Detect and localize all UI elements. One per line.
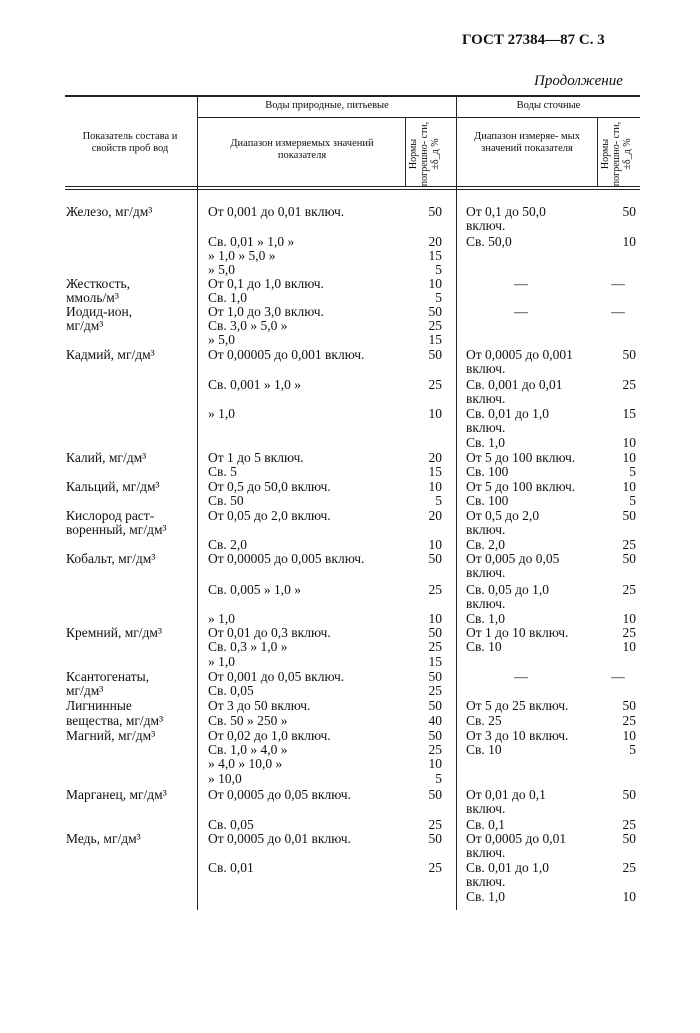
natural-norm-cell: 25 bbox=[428, 860, 442, 875]
indicator-cell: Жесткость, bbox=[66, 276, 131, 291]
natural-norm-cell: 10 bbox=[428, 479, 442, 494]
natural-range-cell: От 0,1 до 1,0 включ. bbox=[208, 276, 324, 291]
natural-norm-cell: 15 bbox=[428, 248, 442, 263]
indicator-cell: Марганец, мг/дм³ bbox=[66, 787, 167, 802]
waste-norm-cell: 50 bbox=[622, 698, 636, 713]
waste-norm-cell: 10 bbox=[622, 611, 636, 626]
waste-range-cell: Св. 0,01 до 1,0 bbox=[466, 860, 549, 875]
waste-range-cell: От 0,0005 до 0,001 bbox=[466, 347, 573, 362]
col-divider-3 bbox=[456, 95, 457, 910]
waste-range-cell: Св. 100 bbox=[466, 464, 509, 479]
waste-range-cell: включ. bbox=[466, 420, 506, 435]
natural-range-cell: » 5,0 bbox=[208, 332, 235, 347]
natural-range-cell: От 0,0005 до 0,05 включ. bbox=[208, 787, 351, 802]
indicator-cell: Кремний, мг/дм³ bbox=[66, 625, 163, 640]
natural-range-cell: Св. 2,0 bbox=[208, 537, 248, 552]
header-natural-range: Диапазон измеряемых значений показателя bbox=[230, 138, 374, 161]
natural-range-cell: От 0,02 до 1,0 включ. bbox=[208, 728, 331, 743]
waste-norm-cell: 50 bbox=[622, 831, 636, 846]
waste-range-cell: включ. bbox=[466, 874, 506, 889]
waste-range-cell: От 5 до 100 включ. bbox=[466, 479, 576, 494]
waste-norm-cell: 50 bbox=[622, 787, 636, 802]
natural-norm-cell: 25 bbox=[428, 582, 442, 597]
header-waste-norm: Нормы погрешно- сти, ±δ_д % bbox=[600, 121, 633, 187]
indicator-cell: Лигнинные bbox=[66, 698, 132, 713]
natural-range-cell: Св. 0,001 » 1,0 » bbox=[208, 377, 302, 392]
natural-norm-cell: 5 bbox=[435, 771, 442, 786]
waste-norm-cell: 25 bbox=[622, 625, 636, 640]
natural-range-cell: Св. 5 bbox=[208, 464, 237, 479]
natural-range-cell: Св. 0,005 » 1,0 » bbox=[208, 582, 302, 597]
natural-range-cell: Св. 1,0 » 4,0 » bbox=[208, 742, 288, 757]
natural-norm-cell: 15 bbox=[428, 332, 442, 347]
waste-range-cell: Св. 10 bbox=[466, 742, 502, 757]
natural-norm-cell: 50 bbox=[428, 347, 442, 362]
indicator-cell: мг/дм³ bbox=[66, 318, 104, 333]
natural-range-cell: Св. 0,3 » 1,0 » bbox=[208, 639, 288, 654]
indicator-cell: Кислород раст- bbox=[66, 508, 155, 523]
waste-range-cell: От 0,005 до 0,05 bbox=[466, 551, 560, 566]
header-natural-group: Воды природные, питьевые bbox=[265, 100, 389, 111]
natural-range-cell: » 1,0 bbox=[208, 654, 235, 669]
header-natural-norm: Нормы погрешно- сти, ±δ_д % bbox=[408, 121, 441, 187]
waste-range-cell: Св. 1,0 bbox=[466, 611, 506, 626]
natural-norm-cell: 15 bbox=[428, 654, 442, 669]
waste-range-cell: включ. bbox=[466, 596, 506, 611]
col-divider-4 bbox=[597, 117, 598, 187]
waste-norm-cell: 50 bbox=[622, 204, 636, 219]
natural-norm-cell: 20 bbox=[428, 508, 442, 523]
natural-range-cell: От 0,00005 до 0,001 включ. bbox=[208, 347, 365, 362]
waste-range-cell: включ. bbox=[466, 218, 506, 233]
waste-range-cell: Св. 2,0 bbox=[466, 537, 506, 552]
natural-range-cell: Св. 0,01 bbox=[208, 860, 254, 875]
waste-norm-cell: 25 bbox=[622, 860, 636, 875]
indicator-cell: Ксантогенаты, bbox=[66, 669, 150, 684]
natural-range-cell: » 4,0 » 10,0 » bbox=[208, 756, 283, 771]
waste-norm-cell: 10 bbox=[622, 639, 636, 654]
natural-norm-cell: 50 bbox=[428, 304, 442, 319]
natural-range-cell: От 0,5 до 50,0 включ. bbox=[208, 479, 331, 494]
waste-norm-cell: — bbox=[611, 304, 625, 319]
natural-range-cell: Св. 0,01 » 1,0 » bbox=[208, 234, 295, 249]
waste-range-cell: Св. 10 bbox=[466, 639, 502, 654]
waste-range-cell: Св. 100 bbox=[466, 493, 509, 508]
waste-norm-cell: 25 bbox=[622, 582, 636, 597]
waste-norm-cell: 25 bbox=[622, 377, 636, 392]
natural-norm-cell: 50 bbox=[428, 728, 442, 743]
natural-range-cell: От 0,00005 до 0,005 включ. bbox=[208, 551, 365, 566]
waste-range-cell: включ. bbox=[466, 361, 506, 376]
natural-norm-cell: 50 bbox=[428, 698, 442, 713]
waste-range-cell: Св. 0,01 до 1,0 bbox=[466, 406, 549, 421]
indicator-cell: Кадмий, мг/дм³ bbox=[66, 347, 155, 362]
col-divider-1 bbox=[197, 95, 198, 910]
natural-norm-cell: 15 bbox=[428, 464, 442, 479]
waste-norm-cell: 15 bbox=[622, 406, 636, 421]
natural-norm-cell: 50 bbox=[428, 669, 442, 684]
natural-range-cell: » 1,0 bbox=[208, 611, 235, 626]
natural-range-cell: От 0,05 до 2,0 включ. bbox=[208, 508, 331, 523]
waste-norm-cell: 5 bbox=[629, 742, 636, 757]
waste-norm-cell: 50 bbox=[622, 551, 636, 566]
waste-norm-cell: 5 bbox=[629, 493, 636, 508]
natural-norm-cell: 25 bbox=[428, 318, 442, 333]
waste-range-cell: От 0,5 до 2,0 bbox=[466, 508, 540, 523]
natural-norm-cell: 25 bbox=[428, 742, 442, 757]
natural-range-cell: » 10,0 bbox=[208, 771, 242, 786]
natural-norm-cell: 25 bbox=[428, 377, 442, 392]
waste-range-cell: Св. 25 bbox=[466, 713, 502, 728]
natural-range-cell: » 1,0 bbox=[208, 406, 235, 421]
header-bottom-border bbox=[65, 186, 640, 187]
natural-range-cell: От 0,001 до 0,05 включ. bbox=[208, 669, 345, 684]
table-top-border bbox=[65, 95, 640, 97]
indicator-cell: Магний, мг/дм³ bbox=[66, 728, 156, 743]
waste-norm-cell: 5 bbox=[629, 464, 636, 479]
natural-range-cell: » 1,0 » 5,0 » bbox=[208, 248, 276, 263]
natural-norm-cell: 10 bbox=[428, 611, 442, 626]
waste-range-cell: От 1 до 10 включ. bbox=[466, 625, 569, 640]
waste-range-cell: — bbox=[514, 276, 528, 291]
natural-norm-cell: 50 bbox=[428, 787, 442, 802]
waste-norm-cell: 10 bbox=[622, 728, 636, 743]
natural-range-cell: От 0,0005 до 0,01 включ. bbox=[208, 831, 351, 846]
header-bottom-border-2 bbox=[65, 189, 640, 190]
waste-norm-cell: 10 bbox=[622, 889, 636, 904]
indicator-cell: Калий, мг/дм³ bbox=[66, 450, 147, 465]
indicator-cell: Кобальт, мг/дм³ bbox=[66, 551, 156, 566]
natural-range-cell: От 0,001 до 0,01 включ. bbox=[208, 204, 345, 219]
natural-norm-cell: 5 bbox=[435, 493, 442, 508]
natural-range-cell: От 3 до 50 включ. bbox=[208, 698, 311, 713]
natural-norm-cell: 5 bbox=[435, 262, 442, 277]
waste-norm-cell: — bbox=[611, 669, 625, 684]
natural-norm-cell: 5 bbox=[435, 290, 442, 305]
natural-range-cell: Св. 1,0 bbox=[208, 290, 248, 305]
waste-norm-cell: 50 bbox=[622, 347, 636, 362]
natural-norm-cell: 40 bbox=[428, 713, 442, 728]
waste-range-cell: От 0,01 до 0,1 bbox=[466, 787, 546, 802]
indicator-cell: мг/дм³ bbox=[66, 683, 104, 698]
continuation-label: Продолжение bbox=[534, 73, 623, 89]
waste-norm-cell: 50 bbox=[622, 508, 636, 523]
natural-norm-cell: 10 bbox=[428, 756, 442, 771]
natural-norm-cell: 50 bbox=[428, 204, 442, 219]
natural-range-cell: От 1 до 5 включ. bbox=[208, 450, 304, 465]
natural-norm-cell: 25 bbox=[428, 817, 442, 832]
waste-norm-cell: 10 bbox=[622, 450, 636, 465]
waste-norm-cell: 10 bbox=[622, 479, 636, 494]
waste-range-cell: Св. 0,05 до 1,0 bbox=[466, 582, 549, 597]
indicator-cell: Железо, мг/дм³ bbox=[66, 204, 153, 219]
waste-range-cell: От 5 до 25 включ. bbox=[466, 698, 569, 713]
header-waste-range: Диапазон измеряе- мых значений показателя bbox=[474, 131, 580, 154]
natural-norm-cell: 20 bbox=[428, 234, 442, 249]
natural-norm-cell: 10 bbox=[428, 406, 442, 421]
waste-norm-cell: 25 bbox=[622, 817, 636, 832]
page-header: ГОСТ 27384—87 С. 3 bbox=[462, 32, 605, 48]
waste-range-cell: От 0,0005 до 0,01 bbox=[466, 831, 567, 846]
group-divider bbox=[197, 117, 640, 118]
indicator-cell: вещества, мг/дм³ bbox=[66, 713, 164, 728]
natural-range-cell: Св. 0,05 bbox=[208, 817, 254, 832]
natural-norm-cell: 25 bbox=[428, 683, 442, 698]
natural-range-cell: Св. 0,05 bbox=[208, 683, 254, 698]
natural-norm-cell: 10 bbox=[428, 537, 442, 552]
waste-range-cell: включ. bbox=[466, 845, 506, 860]
header-indicator: Показатель состава и свойств проб вод bbox=[82, 131, 178, 154]
natural-norm-cell: 10 bbox=[428, 276, 442, 291]
natural-range-cell: » 5,0 bbox=[208, 262, 235, 277]
col-divider-2 bbox=[405, 117, 406, 187]
waste-range-cell: включ. bbox=[466, 801, 506, 816]
waste-norm-cell: 25 bbox=[622, 537, 636, 552]
natural-norm-cell: 50 bbox=[428, 831, 442, 846]
waste-range-cell: Св. 0,001 до 0,01 bbox=[466, 377, 563, 392]
waste-norm-cell: — bbox=[611, 276, 625, 291]
waste-range-cell: Св. 1,0 bbox=[466, 435, 506, 450]
waste-norm-cell: 25 bbox=[622, 713, 636, 728]
natural-range-cell: От 0,01 до 0,3 включ. bbox=[208, 625, 331, 640]
waste-range-cell: включ. bbox=[466, 391, 506, 406]
waste-range-cell: — bbox=[514, 304, 528, 319]
waste-range-cell: От 5 до 100 включ. bbox=[466, 450, 576, 465]
waste-range-cell: включ. bbox=[466, 522, 506, 537]
header-waste-group: Воды сточные bbox=[516, 100, 581, 111]
waste-norm-cell: 10 bbox=[622, 435, 636, 450]
indicator-cell: Медь, мг/дм³ bbox=[66, 831, 141, 846]
indicator-cell: Иодид-ион, bbox=[66, 304, 133, 319]
waste-range-cell: — bbox=[514, 669, 528, 684]
waste-range-cell: включ. bbox=[466, 565, 506, 580]
waste-range-cell: От 0,1 до 50,0 bbox=[466, 204, 546, 219]
natural-norm-cell: 25 bbox=[428, 639, 442, 654]
natural-range-cell: Св. 50 » 250 » bbox=[208, 713, 288, 728]
natural-norm-cell: 50 bbox=[428, 551, 442, 566]
indicator-cell: воренный, мг/дм³ bbox=[66, 522, 167, 537]
waste-range-cell: От 3 до 10 включ. bbox=[466, 728, 569, 743]
natural-range-cell: Св. 50 bbox=[208, 493, 244, 508]
natural-range-cell: От 1,0 до 3,0 включ. bbox=[208, 304, 324, 319]
natural-norm-cell: 20 bbox=[428, 450, 442, 465]
waste-norm-cell: 10 bbox=[622, 234, 636, 249]
waste-range-cell: Св. 0,1 bbox=[466, 817, 506, 832]
waste-range-cell: Св. 50,0 bbox=[466, 234, 512, 249]
indicator-cell: ммоль/м³ bbox=[66, 290, 119, 305]
natural-range-cell: Св. 3,0 » 5,0 » bbox=[208, 318, 288, 333]
waste-range-cell: Св. 1,0 bbox=[466, 889, 506, 904]
natural-norm-cell: 50 bbox=[428, 625, 442, 640]
indicator-cell: Кальций, мг/дм³ bbox=[66, 479, 160, 494]
